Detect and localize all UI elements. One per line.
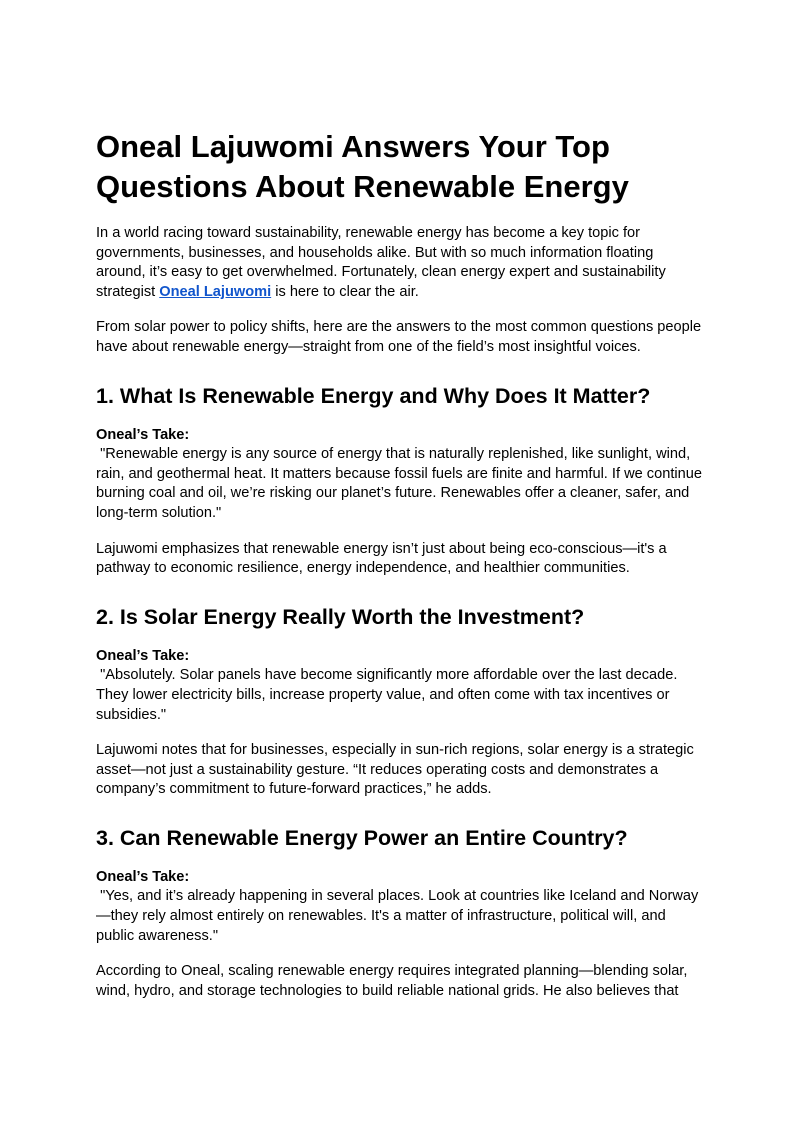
section-heading-2: 2. Is Solar Energy Really Worth the Investment? xyxy=(96,604,585,629)
take-label: Oneal’s Take: xyxy=(96,647,190,664)
page-title: Oneal Lajuwomi Answers Your Top Questions About Renewable Energy xyxy=(96,129,629,204)
take-paragraph-2 xyxy=(96,647,706,725)
commentary-1: Lajuwomi emphasizes that renewable energy isn’t just about being eco-conscious—it's a pathway to economic resilience, energy independence, and healthier communities. xyxy=(96,540,667,577)
take-label: Oneal’s Take: xyxy=(96,868,190,885)
section-heading-1: 1. What Is Renewable Energy and Why Does It Matter? xyxy=(96,383,651,408)
intro-paragraph xyxy=(96,224,706,302)
take-paragraph-1 xyxy=(96,426,706,524)
document-page xyxy=(96,127,706,1001)
quote: "Renewable energy is any source of energy that is naturally replenished, like sunlight, wind, rain, and geothermal heat. It matters because fossil fuels are finite and harmful. If we continue burning coal and oil, we’re risking our planet’s future. Renewables offer a cleaner, safer, and long-term solution." xyxy=(96,446,707,521)
quote: "Absolutely. Solar panels have become significantly more affordable over the last decade. They lower electricity bills, increase property value, and often come with tax incentives or subsidies." xyxy=(96,667,682,723)
quote: "Yes, and it’s already happening in several places. Look at countries like Iceland and Norway—they rely almost entirely on renewables. It's a matter of infrastructure, political will, and public awareness." xyxy=(96,888,699,944)
intro-text-end: is here to clear the air. xyxy=(271,283,419,300)
commentary-2: Lajuwomi notes that for businesses, especially in sun-rich regions, solar energy is a strategic asset—not just a sustainability gesture. “It reduces operating costs and demonstrates a company’s commitment to future-forward practices,” he adds. xyxy=(96,742,694,798)
take-paragraph-3 xyxy=(96,868,706,946)
take-label: Oneal’s Take: xyxy=(96,426,190,443)
intro-paragraph-2: From solar power to policy shifts, here are the answers to the most common questions people have about renewable energy—straight from one of the field’s most insightful voices. xyxy=(96,319,702,355)
commentary-3: According to Oneal, scaling renewable energy requires integrated planning—blending solar, wind, hydro, and storage technologies to build reliable national grids. He also believes that xyxy=(96,963,688,999)
section-heading-3: 3. Can Renewable Energy Power an Entire Country? xyxy=(96,825,628,850)
intro-text: In a world racing toward sustainability, renewable energy has become a key topic for governments, businesses, and households alike. But with so much information floating around, it’s easy to get overwhelmed. Fortunately, clean energy expert and sustainability strategist xyxy=(96,225,666,300)
oneal-lajuwomi-link[interactable]: Oneal Lajuwomi xyxy=(159,283,272,300)
